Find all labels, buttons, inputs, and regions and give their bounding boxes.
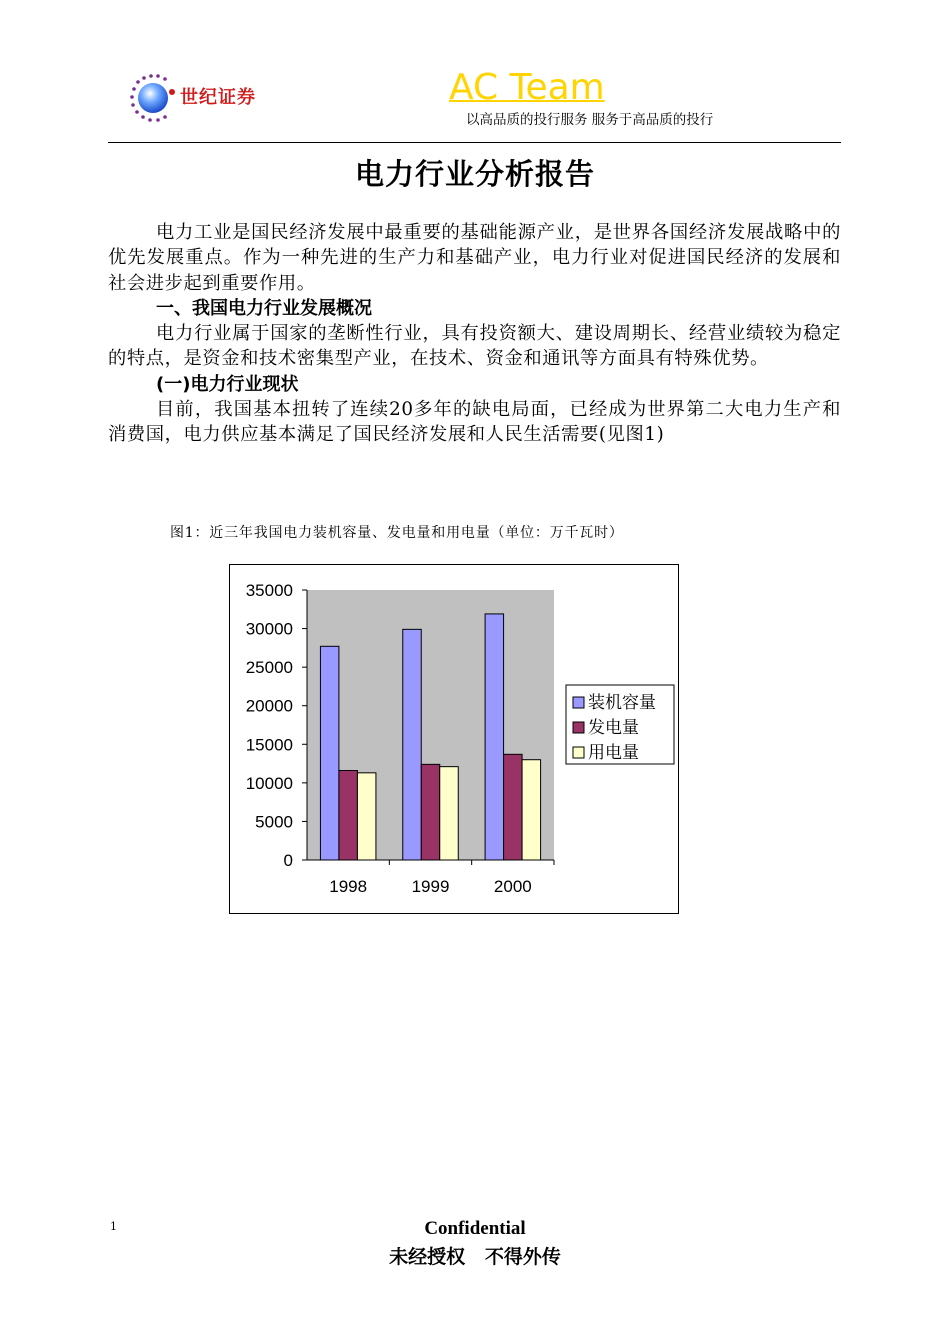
y-tick-label: 10000 (245, 773, 293, 793)
globe-logo-icon (128, 72, 178, 124)
x-tick-label: 2000 (493, 877, 532, 896)
intro-paragraph: 电力工业是国民经济发展中最重要的基础能源产业，是世界各国经济发展战略中的优先发展重点。作为一种先进的生产力和基础产业，电力行业对促进国民经济的发展和社会进步起到重要作用。 (108, 222, 841, 294)
bar-1998-发电量 (339, 771, 358, 860)
subsection-paragraph: 目前，我国基本扭转了连续20多年的缺电局面，已经成为世界第二大电力生产和消费国，电力供应基本满足了国民经济发展和人民生活需要(见图1) (108, 399, 841, 446)
chart-svg (229, 564, 679, 914)
bar-1999-装机容量 (403, 629, 422, 860)
y-tick-label: 15000 (245, 735, 293, 755)
bar-2000-用电量 (522, 760, 541, 860)
document-body (108, 220, 841, 448)
bar-1998-装机容量 (320, 646, 339, 860)
legend-label: 发电量 (588, 718, 639, 738)
slogan: 以高品质的投行服务 服务于高品质的投行 (466, 112, 714, 128)
bar-1998-用电量 (357, 773, 376, 860)
y-tick-label: 20000 (245, 696, 293, 716)
y-tick-label: 5000 (255, 812, 293, 832)
company-logo (128, 72, 278, 124)
figure-caption: 图1：近三年我国电力装机容量、发电量和用电量（单位：万千瓦时） (170, 525, 624, 541)
y-tick-label: 0 (283, 851, 293, 870)
y-tick-label: 30000 (245, 619, 293, 639)
page-number: 1 (110, 1220, 117, 1233)
section-heading: 一、我国电力行业发展概况 (156, 297, 372, 319)
page-title: 电力行业分析报告 (354, 157, 595, 191)
x-tick-label: 1999 (411, 877, 450, 896)
distribution-note: 未经授权 不得外传 (389, 1246, 561, 1268)
confidential-label: Confidential (424, 1218, 526, 1239)
bar-2000-装机容量 (485, 614, 504, 860)
logo-text: 世纪证券 (180, 87, 256, 108)
bar-2000-发电量 (504, 754, 523, 860)
y-tick-label: 25000 (245, 658, 293, 678)
header-divider (108, 142, 841, 143)
legend-swatch (573, 697, 584, 708)
subsection-heading: (一)电力行业现状 (156, 373, 299, 395)
bar-1999-发电量 (421, 764, 440, 860)
brand-link[interactable]: AC Team (449, 67, 605, 108)
legend-label: 装机容量 (588, 693, 656, 713)
x-tick-label: 1998 (329, 877, 368, 896)
legend-swatch (573, 747, 584, 758)
y-tick-label: 35000 (245, 581, 293, 600)
legend-swatch (573, 722, 584, 733)
legend-label: 用电量 (588, 743, 639, 763)
section-paragraph: 电力行业属于国家的垄断性行业，具有投资额大、建设周期长、经营业绩较为稳定的特点，是资金和技术密集型产业，在技术、资金和通讯等方面具有特殊优势。 (108, 323, 841, 370)
bar-chart (229, 564, 679, 914)
bar-1999-用电量 (440, 767, 459, 860)
